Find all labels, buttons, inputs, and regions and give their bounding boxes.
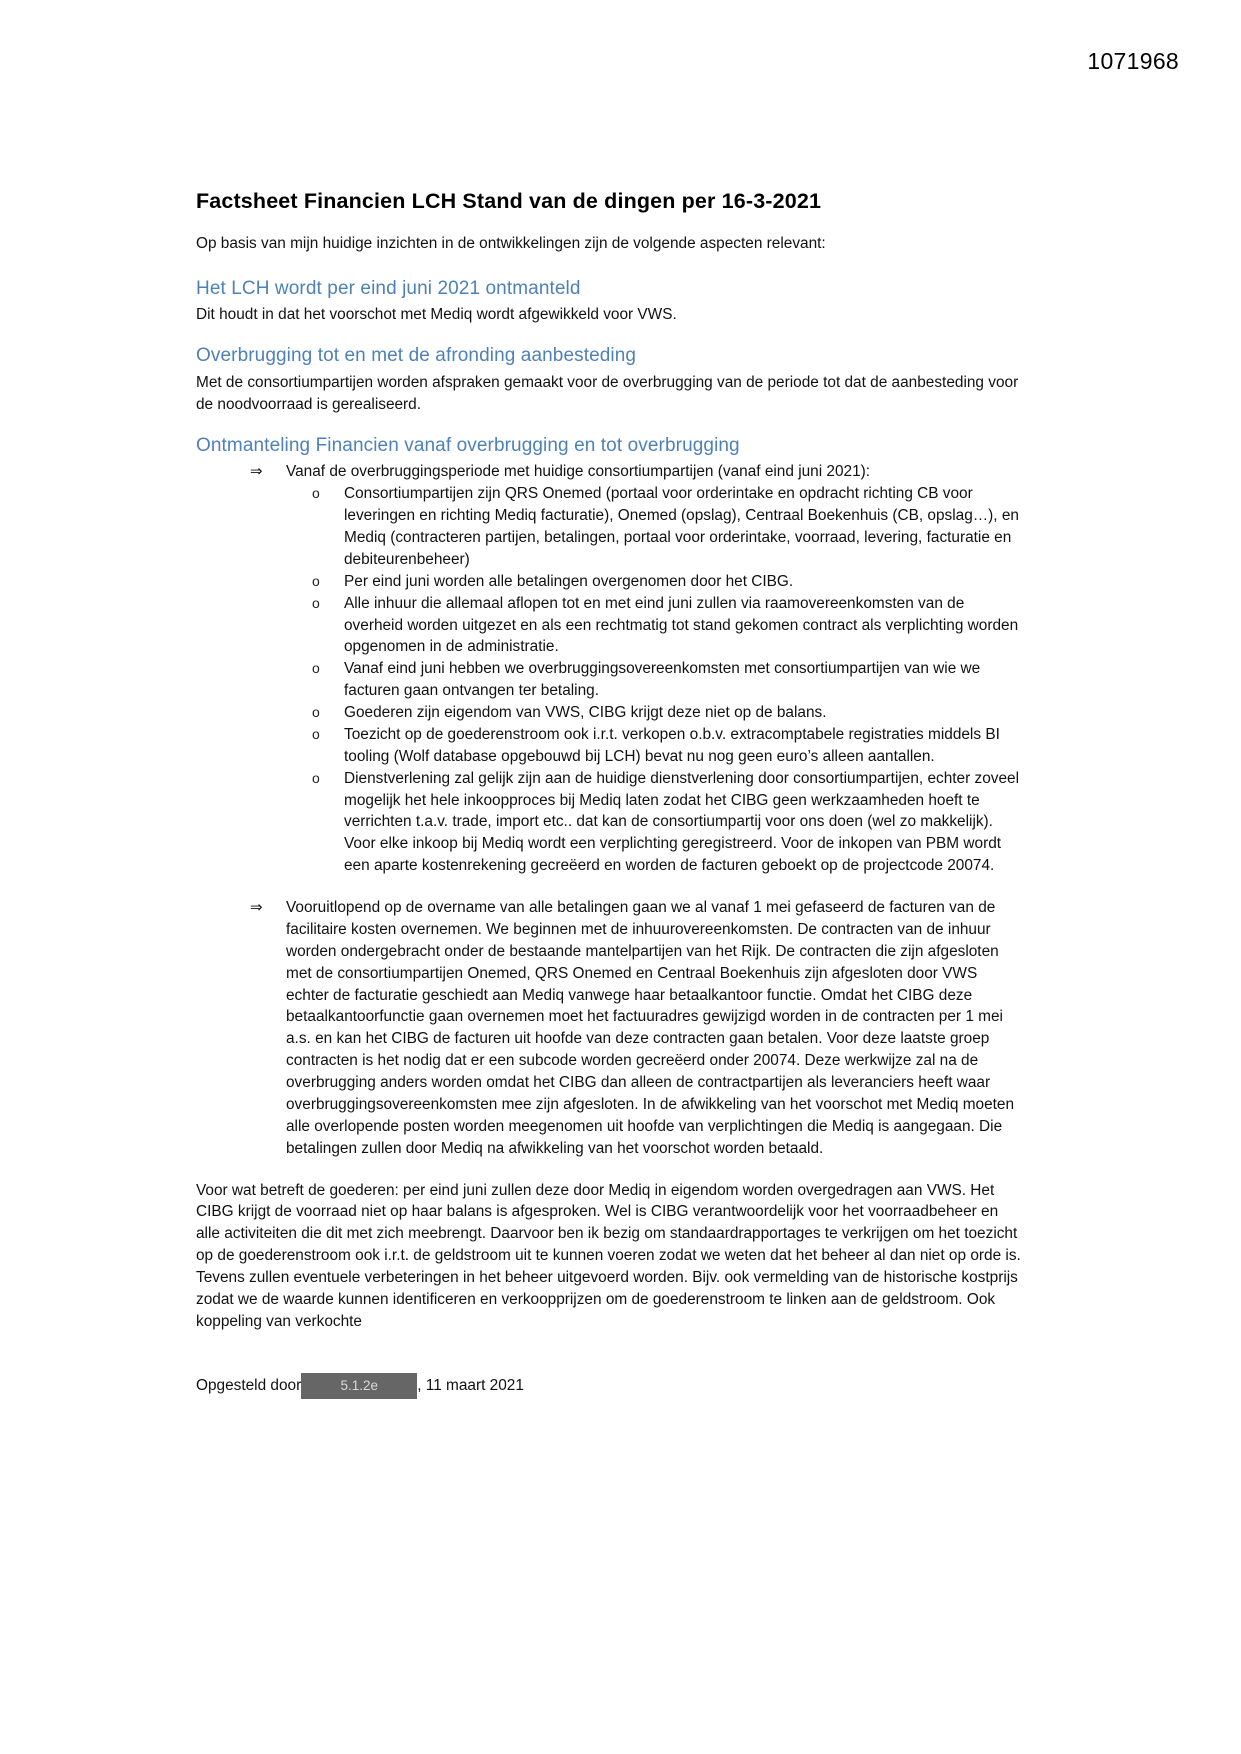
intro-paragraph: Op basis van mijn huidige inzichten in de ontwikkelingen zijn de volgende aspecten relevant: (196, 234, 826, 252)
list-item-text: Dienstverlening zal gelijk zijn aan de huidige dienstverlening door consortiumpartijen, echter zoveel mogelijk het hele inkoopproces bij Mediq laten zodat het CIBG geen werkzaamheden hoeft te verrichten t.a.v. trade, import etc.. dat kan de consortiumpartij voor ons doen (wel zo makkelijk). Voor elke inkoop bij Mediq wordt een verplichting geregistreerd. Voor de inkopen van PBM wordt een aparte kostenrekening gecreëerd en worden de facturen geboekt op de projectcode 20074. (344, 769, 1020, 875)
circle-bullet-icon: o (312, 485, 320, 502)
circle-bullet-icon: o (312, 769, 320, 786)
list-item-text: Alle inhuur die allemaal aflopen tot en met eind juni zullen via raamovereenkomsten van de overheid worden uitgezet en als een rechtmatig tot stand gekomen contract als verplichting worden opgenomen in de administratie. (344, 594, 1019, 656)
section-paragraph-overbrugging: Met de consortiumpartijen worden afspraken gemaakt voor de overbrugging van de periode tot dat de aanbesteding voor de noodvoorraad is gerealiseerd. (196, 374, 1019, 413)
section-paragraph-lch-ontmanteld: Dit houdt in dat het voorschot met Mediq wordt afgewikkeld voor VWS. (196, 306, 677, 324)
footer-signature-line (196, 1373, 1024, 1399)
list-item (286, 702, 1024, 724)
list-item (286, 593, 1024, 659)
list-item-text: Goederen zijn eigendom van VWS, CIBG krijgt deze niet op de balans. (344, 704, 827, 722)
redaction-box: 5.1.2e (301, 1373, 417, 1399)
circle-bullet-icon: o (312, 704, 320, 721)
section-heading-ontmanteling-financien: Ontmanteling Financien vanaf overbrugging en tot overbrugging (196, 434, 740, 456)
bullet-list-level2 (286, 483, 1024, 877)
page-number: 1071968 (1087, 48, 1179, 74)
footer-prefix-text: Opgesteld door (196, 1376, 302, 1394)
section-heading-overbrugging: Overbrugging tot en met de afronding aanbesteding (196, 345, 637, 367)
list-item (286, 483, 1024, 571)
arrow-bullet-icon: ⇒ (250, 899, 263, 917)
list-item (286, 658, 1024, 702)
circle-bullet-icon: o (312, 725, 320, 742)
arrow-bullet-icon: ⇒ (250, 463, 263, 481)
list-item-text: Consortiumpartijen zijn QRS Onemed (portaal voor orderintake en opdracht richting CB voor leveringen en richting Mediq facturatie), Onemed (opslag), Centraal Boekenhuis (CB, opslag…), en Mediq (contracteren partijen, betalingen, portaal voor orderintake, voorraad, levering, facturatie en debiteurenbeheer) (344, 485, 1019, 568)
section-heading-lch-ontmanteld: Het LCH wordt per eind juni 2021 ontmanteld (196, 277, 581, 299)
page-title: Factsheet Financien LCH Stand van de dingen per 16-3-2021 (196, 189, 822, 213)
list-item (224, 897, 1024, 1160)
list-item-text: Vanaf de overbruggingsperiode met huidige consortiumpartijen (vanaf eind juni 2021): (286, 463, 871, 481)
list-item-text: Toezicht op de goederenstroom ook i.r.t. verkopen o.b.v. extracomptabele registraties middels BI tooling (Wolf database opgebouwd bij LCH) bevat nu nog geen euro’s alleen aantallen. (344, 725, 1000, 765)
circle-bullet-icon: o (312, 572, 320, 589)
list-item (286, 768, 1024, 877)
bullet-list-level1 (196, 461, 1024, 1159)
list-item-text: Vanaf eind juni hebben we overbruggingsovereenkomsten met consortiumpartijen van wie we facturen gaan ontvangen ter betaling. (344, 660, 981, 700)
list-item-text: Vooruitlopend op de overname van alle betalingen gaan we al vanaf 1 mei gefaseerd de facturen van de facilitaire kosten overnemen. We beginnen met de inhuurovereenkomsten. De contracten van de inhuur worden ondergebracht onder de bestaande mantelpartijen van het Rijk. De contracten die zijn afgesloten met de consortiumpartijen Onemed, QRS Onemed en Centraal Boekenhuis zijn afgesloten door VWS echter de facturatie geschiedt aan Mediq vanwege haar betaalkantoor functie. Omdat het CIBG deze betaalkantoorfunctie gaan overnemen moet het factuuradres gewijzigd worden in de contracten per 1 mei a.s. en kan het CIBG de facturen uit hoofde van deze contracten gaan betalen. Voor deze laatste groep contracten is het nodig dat er een subcode worden gecreëerd onder 20074. Deze werkwijze zal na de overbrugging anders worden omdat het CIBG dan alleen de contractpartijen als leveranciers heeft waar overbruggingsovereenkomsten mee zijn afgesloten. In de afwikkeling van het voorschot met Mediq moeten alle overlopende posten worden meegenomen uit hoofde van verplichtingen die Mediq is aangegaan. Die betalingen zullen door Mediq na afwikkeling van het voorschot worden betaald. (286, 899, 1015, 1157)
closing-paragraph: Voor wat betreft de goederen: per eind juni zullen deze door Mediq in eigendom worden overgedragen aan VWS. Het CIBG krijgt de voorraad niet op haar balans is afgesproken. Wel is CIBG verantwoordelijk voor het voorraadbeheer en alle activiteiten die dit met zich meebrengt. Daarvoor ben ik bezig om standaardrapportages te verkrijgen om het toezicht op de goederenstroom ook i.r.t. de geldstroom uit te kunnen voeren zodat we weten dat het beheer al dan niet op orde is. Tevens zullen eventuele verbeteringen in het beheer uitgevoerd worden. Bijv. ook vermelding van de historische kostprijs zodat we de waarde kunnen identificeren en verkoopprijzen om de goederenstroom te linken aan de geldstroom. Ook koppeling van verkochte (196, 1181, 1021, 1330)
list-item (224, 461, 1024, 877)
footer-suffix-text: , 11 maart 2021 (417, 1376, 524, 1394)
list-item (286, 724, 1024, 768)
circle-bullet-icon: o (312, 594, 320, 611)
list-item (286, 571, 1024, 593)
circle-bullet-icon: o (312, 660, 320, 677)
list-item-text: Per eind juni worden alle betalingen overgenomen door het CIBG. (344, 572, 794, 590)
document-body (196, 188, 1024, 1399)
